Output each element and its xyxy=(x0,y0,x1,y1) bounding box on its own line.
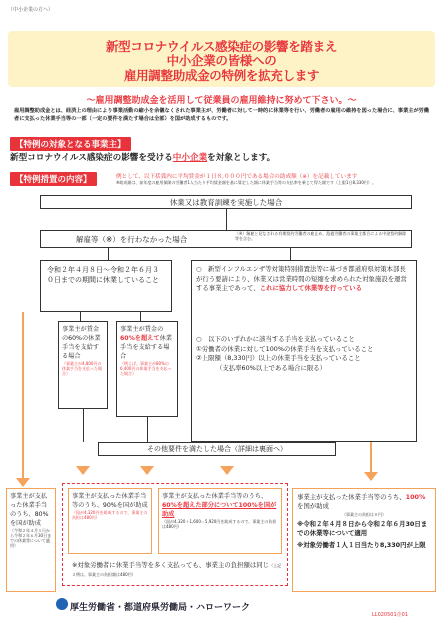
result-4-text xyxy=(297,493,431,512)
page-title-line1: 新型コロナウイルス感染症の影響を踏まえ xyxy=(105,39,338,54)
other-req-box: その他要件を満たした場合（詳細は裏面へ） xyxy=(98,442,336,456)
connector xyxy=(83,409,84,442)
result-box-1 xyxy=(6,488,56,592)
connector xyxy=(226,209,227,230)
result-box-3 xyxy=(158,488,282,554)
condition-a-text: 新型インフルエンザ等対策特別措置法等に基づき都道府県対策本部長が行う要請により、休業又は営業時間の短縮を求められた対象施設を運営する事業主であって、 xyxy=(196,265,407,293)
condition-b2: ②上限額（8,330円）以上の休業手当を支払っていること xyxy=(196,354,361,363)
condition-a-highlight: これに協力して休業等を行っている xyxy=(259,284,362,293)
connector xyxy=(80,312,81,321)
footer-code: LL020501企01 xyxy=(372,612,409,618)
connector xyxy=(22,312,24,482)
dashed-note xyxy=(72,561,284,579)
page-subtitle: ～雇用調整助成金を活用して従業員の雇用維持に努めて下さい。～ xyxy=(86,96,357,106)
footer-org: 厚生労働省・都道府県労働局・ハローワーク xyxy=(70,603,251,613)
pay60plus-post: 休業手当を支給する場合 xyxy=(120,335,172,360)
result-2-text: 事業主が支払った休業手当等のうち、90%を国が助成 xyxy=(72,493,148,509)
condition-b-title xyxy=(196,335,410,345)
result-1-note: （令和２年４月１日から令和２年６月30日までの休業等について適用） xyxy=(10,528,52,548)
result-4-note: （事業主の負担は０円） xyxy=(342,511,386,517)
connector xyxy=(108,248,109,260)
arrow-down-icon xyxy=(16,478,30,487)
pay60plus-hl: 60%を超えて xyxy=(120,335,160,342)
dashed-note-text: ※対象労働者に休業手当等を多く支払っても、事業主の負担額は同じ xyxy=(72,561,270,569)
condition-a xyxy=(196,265,410,294)
mhlw-logo-icon xyxy=(56,598,68,610)
circle-icon: ○ xyxy=(196,335,208,343)
result-2-note: （国が4,320円を助成するので、事業主の負担は480円） xyxy=(72,510,148,520)
arrow-down-icon xyxy=(76,466,90,475)
pay60plus-text xyxy=(120,325,174,361)
flow-step2: 解雇等（※）を行わなかった場合 xyxy=(76,235,188,244)
pay60plus-box xyxy=(116,321,178,417)
page-title-line3: 雇用調整助成金の特例を拡充します xyxy=(123,68,320,83)
pay60-text: 事業主が賃金の60%の休業手当を支給する場合 xyxy=(62,326,101,360)
pay60-box xyxy=(58,321,108,409)
target-text xyxy=(10,151,275,163)
result-1-text: 事業主が支払った休業手当のうち、80%を国が助成 xyxy=(10,493,49,527)
result-3-note: （国が4,320＋1,600＝5,920円を助成するので、事業主の負担は480円） xyxy=(162,519,277,529)
top-note: （中小企業の方へ） xyxy=(8,7,54,13)
condition-b1: ①労働者の休業に対して100%の休業手当を支払っていること xyxy=(196,344,374,353)
condition-b2-note: （支払率60%以上である場合に限る） xyxy=(216,363,327,372)
arrow-down-icon xyxy=(140,466,154,475)
target-text-before: 新型コロナウイルス感染症の影響を受ける xyxy=(10,153,173,163)
flow-step1: 休業又は教育訓練を実施した場合 xyxy=(40,195,412,209)
intro-text: 雇用調整助成金とは、経済上の理由により事業活動の縮小を余儀なくされた事業主が、労働者に対して一時的に休業等を行い、労働者の雇用の維持を図った場合に、事業主が労働者に支払った休業手当等の一部（一定の要件を満たす場合は全部）を国が助成するものです。 xyxy=(14,108,430,123)
pay60plus-pre: 事業主が賃金の xyxy=(120,326,164,333)
result-4-pre: 事業主が支払った休業手当等のうち、 xyxy=(297,493,406,501)
target-text-after: を対象とします。 xyxy=(207,153,276,163)
connector xyxy=(290,248,291,260)
period-box: 令和２年４月８日～令和２年６月３０日までの期間に休業していること xyxy=(40,260,172,312)
result-box-4 xyxy=(292,488,436,592)
measures-note: 例として、以下括弧内に平均賃金が１日８,０００円である場合の助成額（※）を記載しています xyxy=(116,174,358,180)
condition-b-title-text: 以下のいずれかに該当する手当を支払っていること xyxy=(207,335,355,343)
connector xyxy=(370,442,372,472)
measures-sub-note: ※助成額は、前年度の雇用保険の労働者1人当たり平均賃金額を基に算定した額に休業手当等の支払率を乗じて得た額です（上限1日8,330円）。 xyxy=(116,180,376,185)
result-4-bullet2: ※対象労働者１人１日当たり8,330円が上限 xyxy=(297,540,426,549)
result-3-hl: 60%を超えた部分について100%を国が助成 xyxy=(162,502,277,518)
result-4-bullet1: ※令和２年４月８日から令和２年６月30日までの休業等について適用 xyxy=(297,519,428,538)
condition-b xyxy=(196,335,410,373)
connector xyxy=(147,417,148,442)
dashed-note-small: （上記２例は、事業主の負担額は480円） xyxy=(72,563,282,577)
result-box-2 xyxy=(68,488,152,554)
arrow-down-icon xyxy=(364,472,378,481)
page-title-line2: 中小企業の皆様への xyxy=(166,53,277,68)
connector xyxy=(140,312,141,321)
target-text-highlight: 中小企業 xyxy=(172,153,208,163)
circle-icon: ○ xyxy=(196,265,208,273)
measures-section-heading: 【特例措置の内容】 xyxy=(10,172,97,186)
target-section-heading: 【特例の対象となる事業主】 xyxy=(10,137,131,151)
flow-step2-note: （※）解雇と見なされる有期契約労働者の雇止め、派遣労働者の事業主都合による中途契約解除等を含む。 xyxy=(235,231,407,241)
pay60-note: （事業主が4,800円の休業手当を支払った場合） xyxy=(62,361,102,376)
result-4-hl: 100% xyxy=(405,493,426,501)
arrow-down-icon xyxy=(220,466,234,475)
pay60plus-note: （例えば、事業主が80%の6,400円の休業手当を支払った場合） xyxy=(120,361,172,376)
result-4-post: を国が助成 xyxy=(297,502,329,511)
result-3-pre: 事業主が支払った休業手当等のうち、 xyxy=(162,493,268,500)
